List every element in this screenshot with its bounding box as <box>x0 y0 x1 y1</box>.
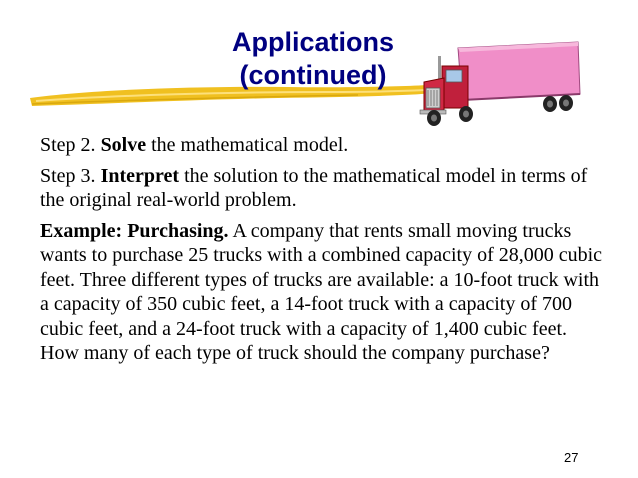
step-3-prefix: Step 3. <box>40 164 101 187</box>
step-3-paragraph <box>40 164 610 213</box>
step-2-prefix: Step 2. <box>40 134 101 156</box>
step-3-text: the solution to the mathematical model in terms of the original real-world problem. <box>40 164 588 211</box>
slide-body <box>40 133 610 372</box>
example-text: A company that rents small moving trucks wants to purchase 25 trucks with a combined capacity of 28,000 cubic feet. Three different types of trucks are available: a 10-foot truck with a capacity of 350 cubic feet, a 14-foot truck with a capacity of 700 cubic feet, and a 24-foot truck with a capacity of 1,400 cubic feet. How many of each type of truck should the company purchase? <box>40 219 603 364</box>
title-line-1: Applications <box>231 27 394 57</box>
example-heading: Example: Purchasing. <box>40 219 229 242</box>
step-2-keyword: Solve <box>100 134 147 156</box>
example-paragraph <box>40 219 610 366</box>
page-number: 27 <box>564 450 579 465</box>
slide-title <box>198 26 428 92</box>
step-3-keyword: Interpret <box>100 164 180 187</box>
truck-icon <box>418 38 583 128</box>
step-2-text: the mathematical model. <box>146 134 349 156</box>
title-line-2: (continued) <box>239 60 387 90</box>
step-2-paragraph <box>40 133 610 158</box>
